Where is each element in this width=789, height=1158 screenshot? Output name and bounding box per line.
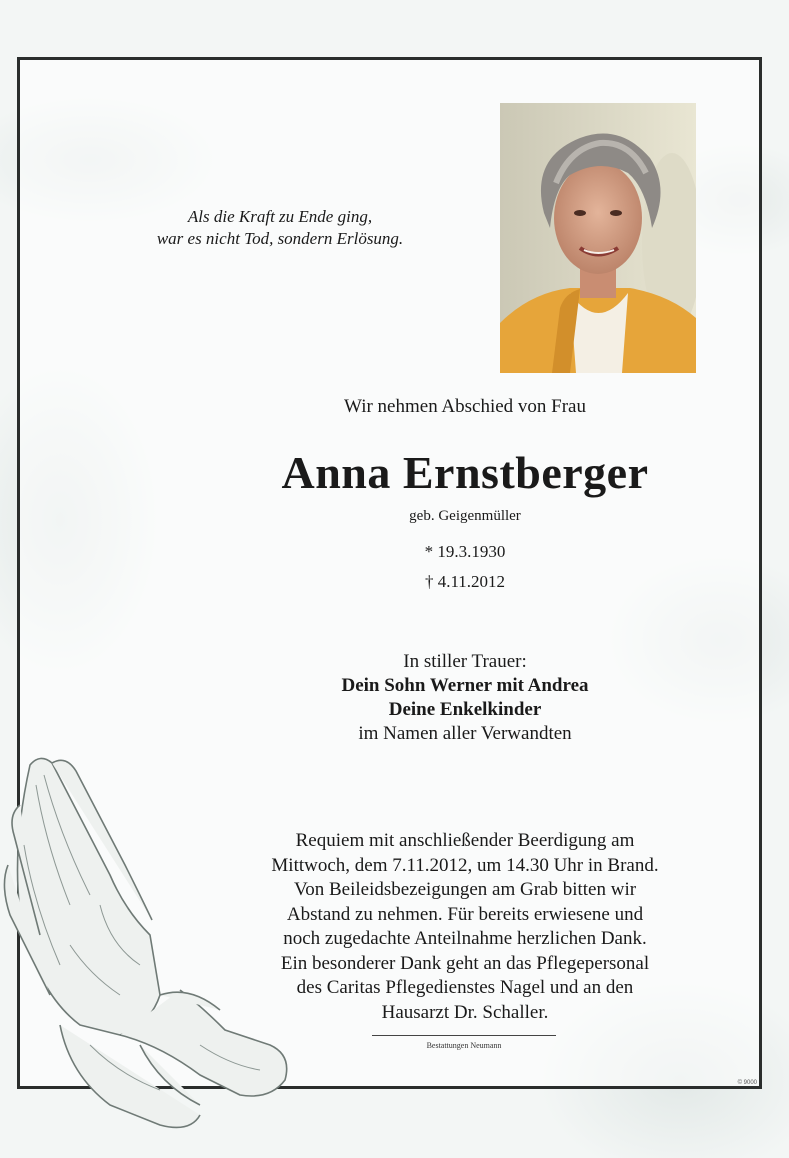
portrait-photo <box>500 103 696 373</box>
message-line: noch zugedachte Anteilnahme herzlichen Dank. <box>283 928 647 949</box>
mourner-son: Dein Sohn Werner mit Andrea <box>341 675 589 696</box>
mourner-relatives: im Namen aller Verwandten <box>358 723 572 744</box>
praying-hands-icon <box>0 745 300 1135</box>
intro-text: Wir nehmen Abschied von Frau <box>344 396 586 417</box>
maiden-name: geb. Geigenmüller <box>409 508 521 524</box>
birth-date: * 19.3.1930 <box>424 542 506 561</box>
message-line: Von Beileidsbezeigungen am Grab bitten wir <box>293 879 637 900</box>
signature-line <box>372 1035 556 1036</box>
message-line: Ein besonderer Dank geht an das Pflegepersonal <box>280 952 650 974</box>
motto-line-1: Als die Kraft zu Ende ging, <box>187 207 373 226</box>
message-line: Abstand zu nehmen. Für bereits erwiesene und <box>286 903 644 925</box>
portrait-photo-icon <box>500 103 696 373</box>
mourning-heading: In stiller Trauer: <box>403 651 527 672</box>
mourner-grandchildren: Deine Enkelkinder <box>388 699 542 720</box>
message-line: Mittwoch, dem 7.11.2012, um 14.30 Uhr in Brand. <box>271 854 659 876</box>
copyright-mark: © 9000 <box>737 1080 757 1086</box>
message-line: Hausarzt Dr. Schaller. <box>381 1001 549 1023</box>
funeral-message <box>240 829 690 1025</box>
message-line: Requiem mit anschließender Beerdigung am <box>295 830 635 851</box>
motto-line-2: war es nicht Tod, sondern Erlösung. <box>156 229 404 248</box>
undertaker-name: Bestattungen Neumann <box>426 1041 502 1050</box>
mourning-section <box>250 650 680 746</box>
message-line: des Caritas Pflegedienstes Nagel und an den <box>296 977 634 998</box>
motto <box>120 206 440 250</box>
death-date: † 4.11.2012 <box>424 572 506 591</box>
deceased-name: Anna Ernstberger <box>281 447 649 498</box>
